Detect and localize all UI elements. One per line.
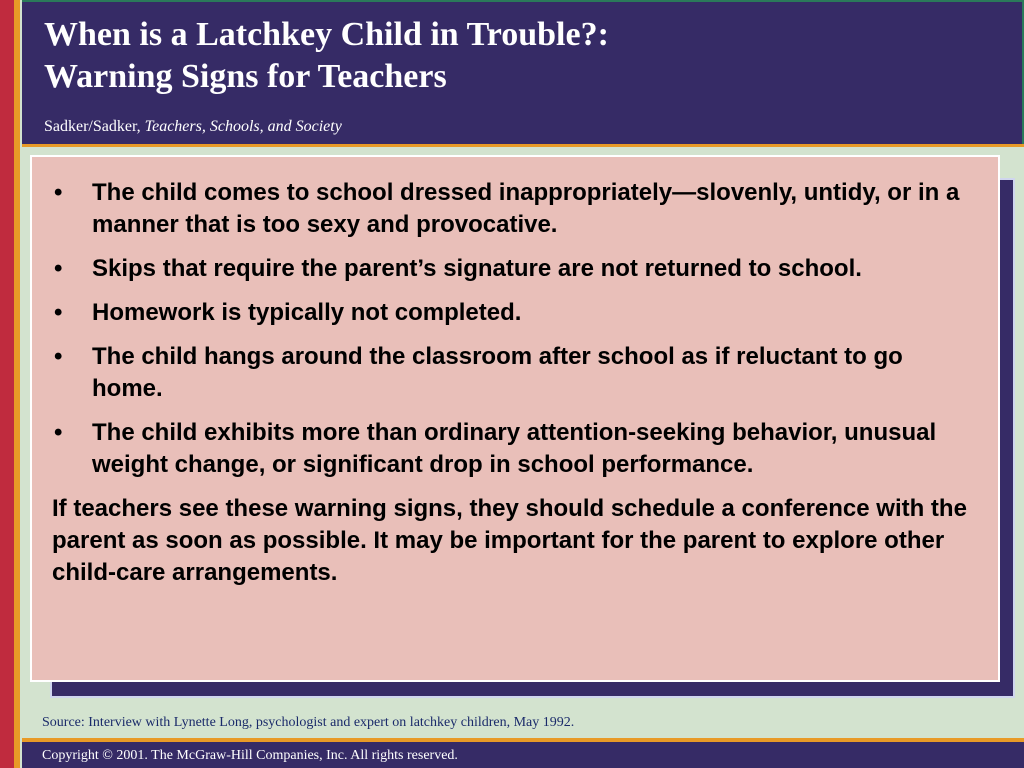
list-item — [52, 297, 974, 329]
content-panel — [30, 155, 1000, 682]
bullet-icon: • — [54, 255, 63, 282]
source-citation: Source: Interview with Lynette Long, psychologist and expert on latchkey children, May 1992. — [42, 715, 575, 730]
conclusion-paragraph: If teachers see these warning signs, they should schedule a conference with the parent as soon as possible. It may be important for the parent to explore other child-care arrangements. — [52, 495, 967, 586]
list-item-text: The child exhibits more than ordinary attention-seeking behavior, unusual weight change, or significant drop in school performance. — [92, 419, 937, 478]
bullet-icon: • — [54, 179, 63, 206]
title-line-2: Warning Signs for Teachers — [44, 58, 447, 95]
bullet-icon: • — [54, 419, 63, 446]
copyright-notice: Copyright © 2001. The McGraw-Hill Companies, Inc. All rights reserved. — [42, 748, 458, 763]
list-item — [52, 253, 974, 285]
slide-title — [44, 14, 609, 98]
bullet-icon: • — [54, 343, 63, 370]
book-title: Teachers, Schools, and Society — [144, 118, 342, 135]
left-red-stripe — [0, 0, 14, 768]
slide-footer — [22, 742, 1024, 768]
author-name: Sadker/Sadker, — [44, 118, 141, 135]
list-item-text: Skips that require the parent’s signature are not returned to school. — [92, 255, 862, 282]
slide-header — [22, 0, 1024, 144]
list-item-text: The child comes to school dressed inappropriately—slovenly, untidy, or in a manner that is too sexy and provocative. — [92, 179, 960, 238]
list-item — [52, 341, 974, 405]
bullet-icon: • — [54, 299, 63, 326]
slide-subtitle — [44, 118, 342, 136]
warning-signs-list — [52, 177, 974, 481]
list-item-text: Homework is typically not completed. — [92, 299, 522, 326]
title-line-1: When is a Latchkey Child in Trouble?: — [44, 16, 609, 53]
list-item — [52, 177, 974, 241]
header-divider — [22, 144, 1024, 147]
list-item-text: The child hangs around the classroom after school as if reluctant to go home. — [92, 343, 903, 402]
list-item — [52, 417, 974, 481]
